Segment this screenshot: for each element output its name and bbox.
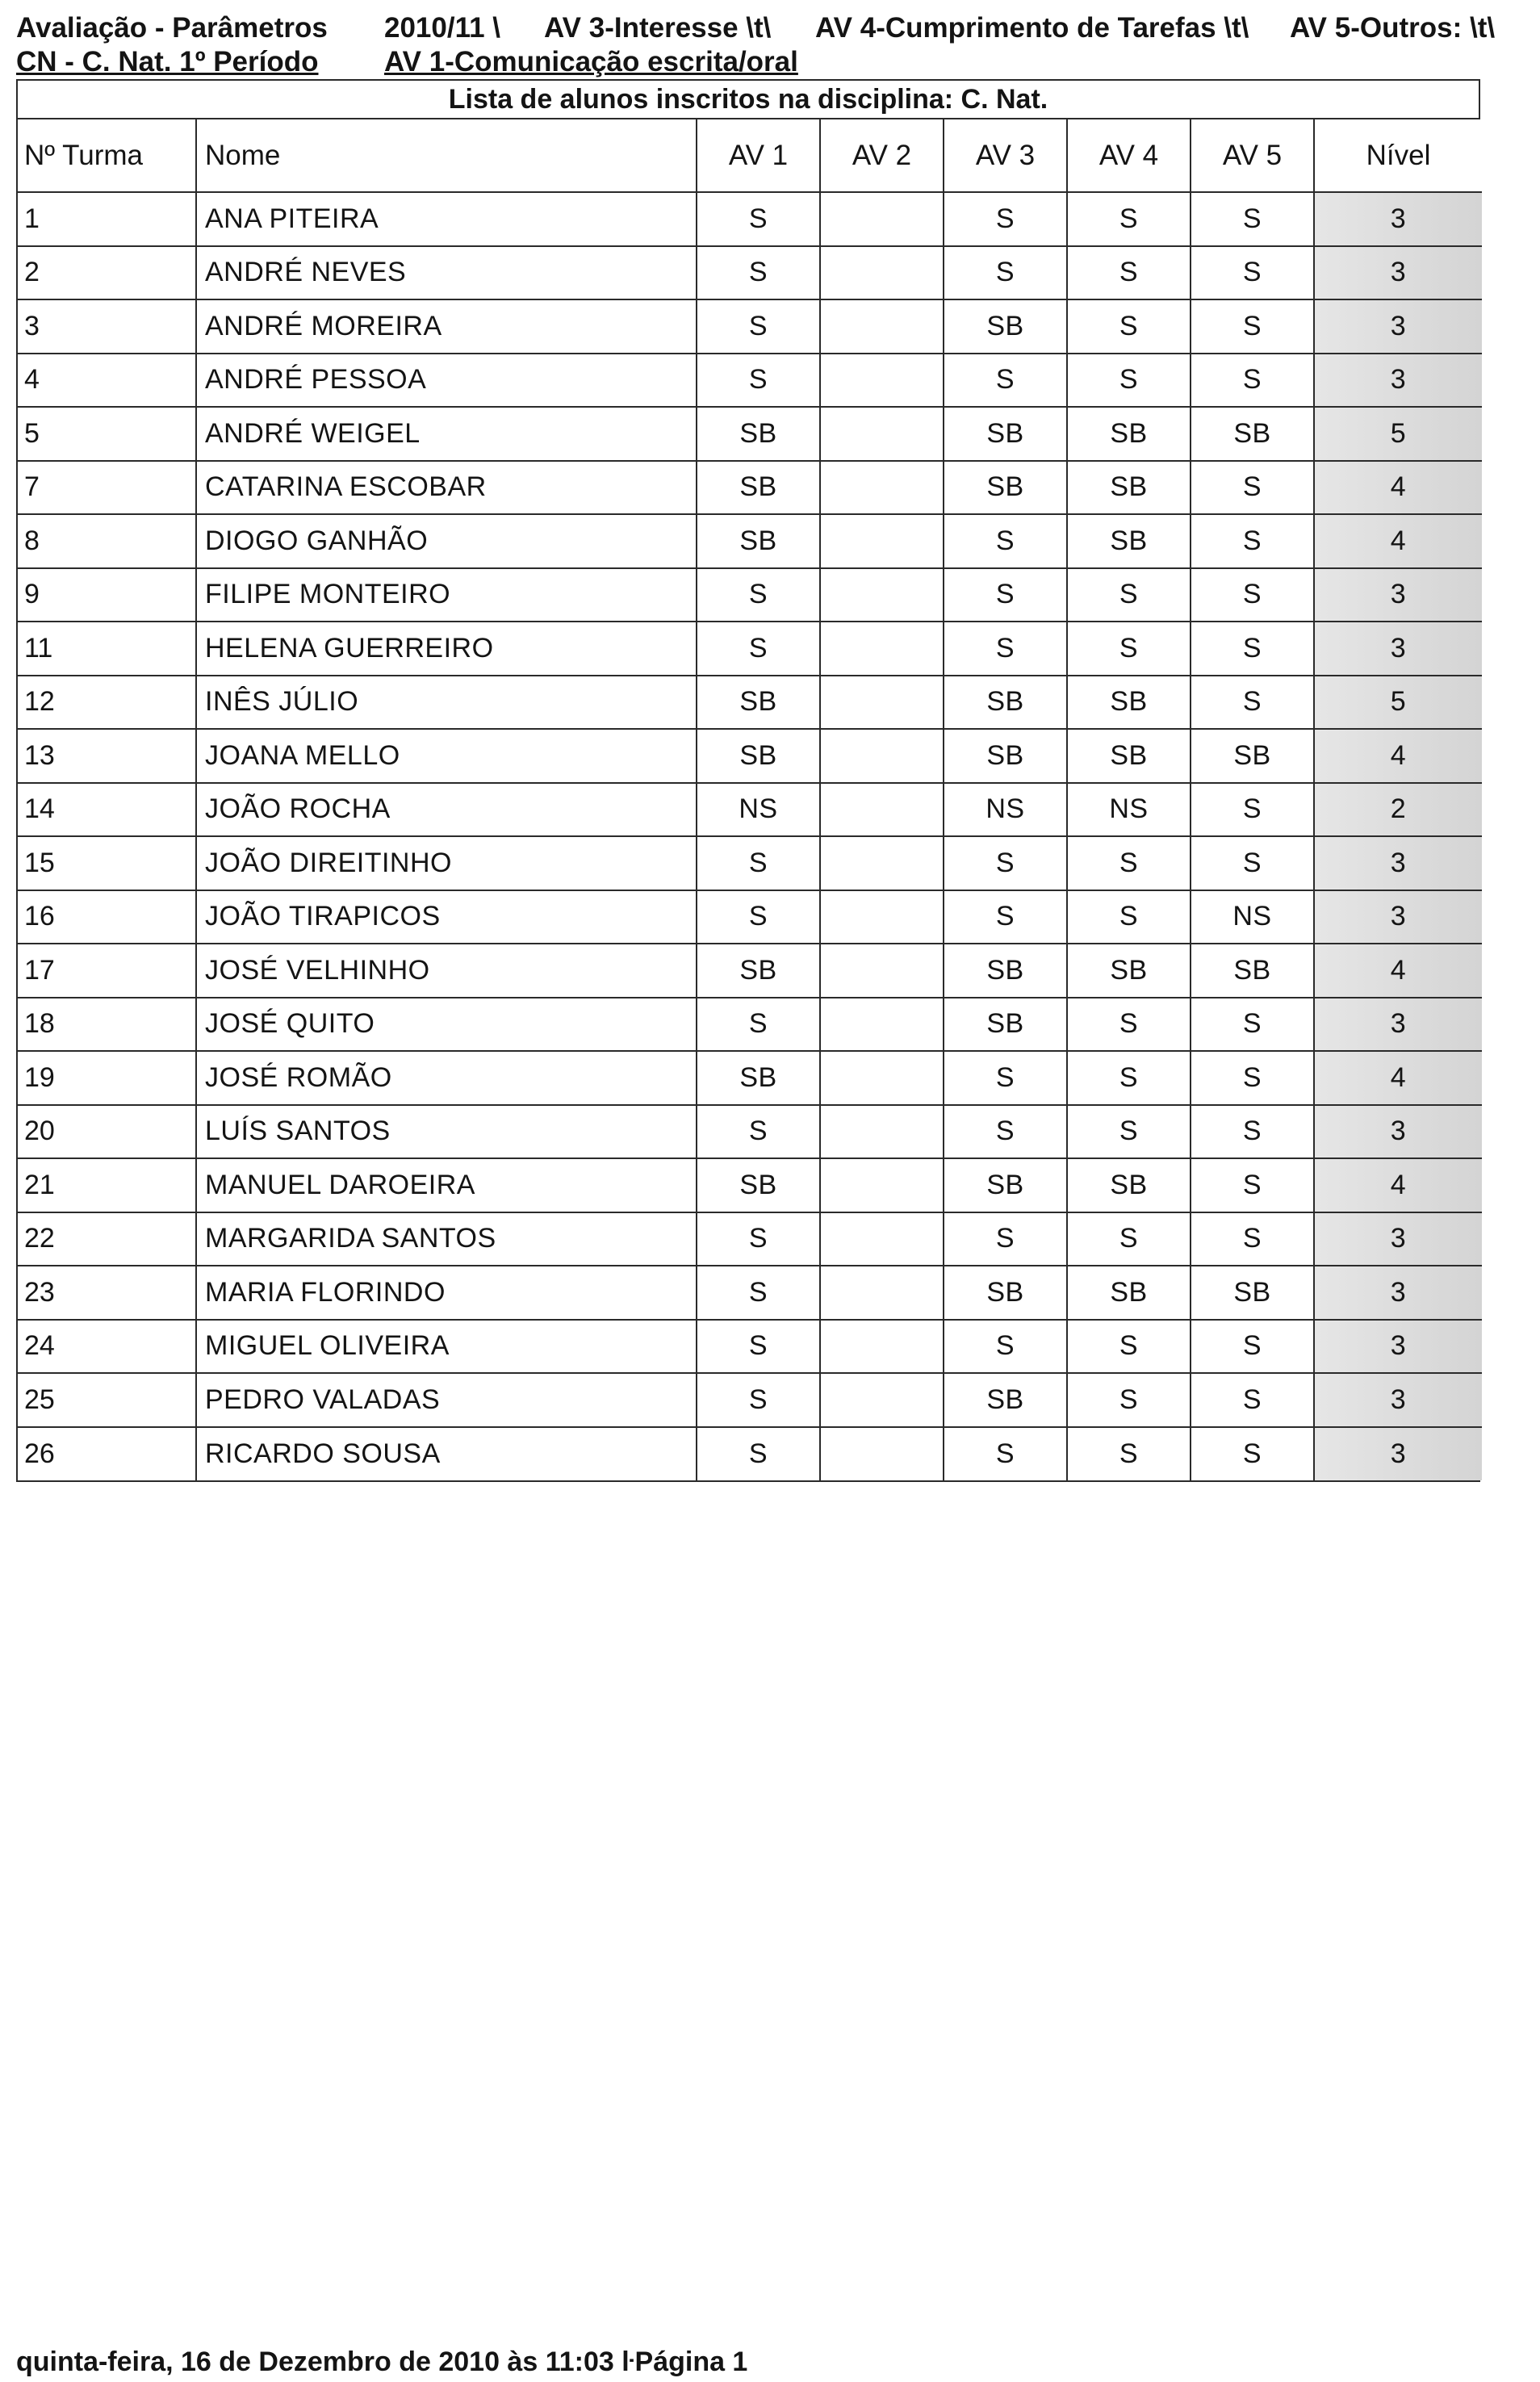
cell-turma: 14 [18,783,196,837]
col-header-av2: AV 2 [820,119,944,192]
legend-av4: AV 4-Cumprimento de Tarefas \t\ [815,12,1249,44]
cell-av3: SB [944,676,1067,730]
course-period: CN - C. Nat. 1º Período [16,46,319,77]
cell-turma: 13 [18,729,196,783]
cell-av5: S [1191,246,1314,300]
cell-turma: 11 [18,622,196,676]
cell-av4: S [1067,192,1191,246]
table-row [18,1427,1482,1481]
cell-av2 [820,1158,944,1212]
cell-nome: LUÍS SANTOS [196,1105,697,1159]
cell-av1: S [697,890,820,944]
cell-av4: S [1067,1051,1191,1105]
cell-av5: S [1191,1373,1314,1427]
cell-nivel: 5 [1314,407,1482,461]
cell-turma: 12 [18,676,196,730]
cell-av3: S [944,1212,1067,1266]
cell-av5: S [1191,1105,1314,1159]
table-row [18,1373,1482,1427]
cell-av2 [820,299,944,354]
cell-nivel: 3 [1314,568,1482,622]
cell-av3: SB [944,461,1067,515]
cell-turma: 23 [18,1266,196,1320]
cell-av1: S [697,246,820,300]
cell-turma: 15 [18,836,196,890]
cell-av3: S [944,568,1067,622]
cell-av1: SB [697,514,820,568]
cell-av5: S [1191,1212,1314,1266]
cell-av5: S [1191,354,1314,408]
cell-av4: S [1067,836,1191,890]
cell-av1: SB [697,944,820,998]
cell-av1: S [697,622,820,676]
cell-nome: JOÃO ROCHA [196,783,697,837]
cell-av4: NS [1067,783,1191,837]
cell-av4: S [1067,1320,1191,1374]
cell-nome: JOSÉ VELHINHO [196,944,697,998]
table-row [18,1105,1482,1159]
cell-nivel: 2 [1314,783,1482,837]
cell-nivel: 4 [1314,461,1482,515]
cell-av5: S [1191,998,1314,1052]
cell-nivel: 3 [1314,622,1482,676]
cell-nivel: 3 [1314,836,1482,890]
cell-av5: SB [1191,1266,1314,1320]
cell-av2 [820,676,944,730]
cell-nome: FILIPE MONTEIRO [196,568,697,622]
table-row [18,998,1482,1052]
cell-turma: 19 [18,1051,196,1105]
cell-av5: SB [1191,944,1314,998]
table-row [18,1051,1482,1105]
cell-turma: 17 [18,944,196,998]
page-footer: quinta-feira, 16 de Dezembro de 2010 às 11:03 ŀPágina 1 [16,2346,748,2377]
cell-av1: S [697,568,820,622]
table-caption: Lista de alunos inscritos na disciplina: C. Nat. [18,81,1479,119]
cell-turma: 4 [18,354,196,408]
cell-av3: NS [944,783,1067,837]
cell-av4: S [1067,890,1191,944]
cell-av2 [820,1212,944,1266]
cell-turma: 18 [18,998,196,1052]
table-row [18,246,1482,300]
col-header-av3: AV 3 [944,119,1067,192]
cell-nivel: 3 [1314,192,1482,246]
cell-av3: SB [944,1373,1067,1427]
cell-av2 [820,354,944,408]
cell-av4: S [1067,299,1191,354]
cell-turma: 21 [18,1158,196,1212]
cell-av2 [820,622,944,676]
cell-av1: S [697,1105,820,1159]
cell-av1: S [697,998,820,1052]
cell-nome: ANDRÉ WEIGEL [196,407,697,461]
cell-nivel: 5 [1314,676,1482,730]
cell-turma: 3 [18,299,196,354]
cell-turma: 26 [18,1427,196,1481]
cell-nome: INÊS JÚLIO [196,676,697,730]
cell-av2 [820,192,944,246]
cell-av4: SB [1067,1266,1191,1320]
cell-nome: JOSÉ ROMÃO [196,1051,697,1105]
cell-nivel: 3 [1314,1105,1482,1159]
cell-av5: S [1191,1158,1314,1212]
cell-av2 [820,729,944,783]
cell-av5: SB [1191,729,1314,783]
table-row [18,890,1482,944]
cell-turma: 9 [18,568,196,622]
cell-av2 [820,890,944,944]
cell-av5: S [1191,676,1314,730]
cell-nome: RICARDO SOUSA [196,1427,697,1481]
col-header-av5: AV 5 [1191,119,1314,192]
legend-av3: AV 3-Interesse \t\ [544,12,772,44]
cell-nome: ANDRÉ PESSOA [196,354,697,408]
cell-av3: SB [944,729,1067,783]
cell-av1: S [697,299,820,354]
cell-nivel: 4 [1314,514,1482,568]
cell-nome: MARGARIDA SANTOS [196,1212,697,1266]
table-row [18,514,1482,568]
cell-turma: 2 [18,246,196,300]
cell-av5: S [1191,568,1314,622]
cell-av5: S [1191,192,1314,246]
table-row [18,1158,1482,1212]
report-title: Avaliação - Parâmetros [16,12,328,44]
cell-turma: 1 [18,192,196,246]
cell-av2 [820,1266,944,1320]
cell-nivel: 3 [1314,1266,1482,1320]
cell-av2 [820,461,944,515]
table-row [18,192,1482,246]
cell-av4: SB [1067,514,1191,568]
cell-nivel: 3 [1314,299,1482,354]
cell-av1: S [697,1373,820,1427]
table-row [18,944,1482,998]
cell-av3: SB [944,998,1067,1052]
cell-av1: SB [697,1158,820,1212]
cell-av4: SB [1067,461,1191,515]
cell-av1: SB [697,407,820,461]
cell-av4: SB [1067,729,1191,783]
cell-av4: S [1067,354,1191,408]
cell-av5: S [1191,514,1314,568]
cell-av4: SB [1067,676,1191,730]
table-row [18,354,1482,408]
cell-turma: 7 [18,461,196,515]
cell-nome: ANA PITEIRA [196,192,697,246]
table-row [18,1212,1482,1266]
cell-av1: NS [697,783,820,837]
cell-av3: S [944,836,1067,890]
cell-nome: JOANA MELLO [196,729,697,783]
cell-av3: S [944,622,1067,676]
cell-av3: S [944,192,1067,246]
cell-nivel: 3 [1314,1212,1482,1266]
table-row [18,568,1482,622]
cell-av3: S [944,1427,1067,1481]
cell-av5: S [1191,622,1314,676]
cell-av4: SB [1067,944,1191,998]
cell-turma: 24 [18,1320,196,1374]
cell-nivel: 3 [1314,354,1482,408]
cell-av3: S [944,246,1067,300]
grades-table [18,119,1482,1480]
legend-av5: AV 5-Outros: \t\ [1290,12,1496,44]
table-row [18,729,1482,783]
cell-nome: DIOGO GANHÃO [196,514,697,568]
col-header-nome: Nome [196,119,697,192]
cell-av1: S [697,1212,820,1266]
cell-nivel: 4 [1314,1158,1482,1212]
cell-av5: SB [1191,407,1314,461]
cell-av4: S [1067,1212,1191,1266]
cell-av5: S [1191,836,1314,890]
cell-turma: 20 [18,1105,196,1159]
cell-av2 [820,836,944,890]
col-header-turma: Nº Turma [18,119,196,192]
cell-turma: 8 [18,514,196,568]
cell-av1: SB [697,1051,820,1105]
cell-av1: S [697,1427,820,1481]
cell-av3: SB [944,944,1067,998]
cell-av2 [820,407,944,461]
cell-av4: S [1067,1373,1191,1427]
cell-av4: S [1067,1105,1191,1159]
cell-turma: 22 [18,1212,196,1266]
cell-av1: S [697,1266,820,1320]
cell-av4: SB [1067,407,1191,461]
cell-av2 [820,246,944,300]
cell-nivel: 3 [1314,890,1482,944]
cell-nivel: 3 [1314,1427,1482,1481]
cell-av3: S [944,890,1067,944]
cell-turma: 25 [18,1373,196,1427]
cell-av3: SB [944,1158,1067,1212]
cell-av3: SB [944,1266,1067,1320]
cell-av5: S [1191,1320,1314,1374]
cell-nivel: 3 [1314,1320,1482,1374]
table-row [18,676,1482,730]
cell-av2 [820,998,944,1052]
cell-av3: S [944,354,1067,408]
cell-av2 [820,514,944,568]
cell-av3: SB [944,299,1067,354]
cell-av1: SB [697,461,820,515]
cell-av5: S [1191,1051,1314,1105]
cell-av1: S [697,192,820,246]
cell-av5: NS [1191,890,1314,944]
table-row [18,622,1482,676]
table-row [18,783,1482,837]
school-year: 2010/11 \ [384,12,501,44]
cell-av2 [820,1051,944,1105]
cell-av1: S [697,354,820,408]
cell-nivel: 4 [1314,944,1482,998]
cell-av4: S [1067,246,1191,300]
cell-av1: SB [697,729,820,783]
cell-av5: S [1191,299,1314,354]
cell-av4: S [1067,1427,1191,1481]
table-row [18,461,1482,515]
table-row [18,299,1482,354]
table-row [18,836,1482,890]
cell-turma: 16 [18,890,196,944]
cell-nome: MARIA FLORINDO [196,1266,697,1320]
table-row [18,407,1482,461]
cell-nome: PEDRO VALADAS [196,1373,697,1427]
student-list [16,79,1480,1482]
legend-av1: AV 1-Comunicação escrita/oral [384,46,798,77]
header-row [18,119,1482,192]
cell-av1: S [697,836,820,890]
cell-av2 [820,944,944,998]
cell-av5: S [1191,783,1314,837]
cell-nivel: 3 [1314,246,1482,300]
cell-av4: S [1067,568,1191,622]
cell-nivel: 3 [1314,1373,1482,1427]
cell-nome: JOSÉ QUITO [196,998,697,1052]
cell-av2 [820,568,944,622]
cell-av3: SB [944,407,1067,461]
cell-av1: SB [697,676,820,730]
cell-av2 [820,783,944,837]
cell-av4: S [1067,998,1191,1052]
cell-nome: MANUEL DAROEIRA [196,1158,697,1212]
col-header-nivel: Nível [1314,119,1482,192]
cell-av4: SB [1067,1158,1191,1212]
cell-av5: S [1191,461,1314,515]
table-row [18,1320,1482,1374]
cell-av2 [820,1373,944,1427]
cell-nome: HELENA GUERREIRO [196,622,697,676]
cell-nome: MIGUEL OLIVEIRA [196,1320,697,1374]
cell-av3: S [944,1105,1067,1159]
col-header-av4: AV 4 [1067,119,1191,192]
cell-nome: ANDRÉ NEVES [196,246,697,300]
cell-nome: ANDRÉ MOREIRA [196,299,697,354]
cell-nivel: 3 [1314,998,1482,1052]
cell-av2 [820,1427,944,1481]
cell-av3: S [944,1320,1067,1374]
cell-nivel: 4 [1314,729,1482,783]
cell-nome: CATARINA ESCOBAR [196,461,697,515]
cell-nivel: 4 [1314,1051,1482,1105]
cell-nome: JOÃO DIREITINHO [196,836,697,890]
table-row [18,1266,1482,1320]
cell-av1: S [697,1320,820,1374]
cell-av4: S [1067,622,1191,676]
col-header-av1: AV 1 [697,119,820,192]
cell-av2 [820,1320,944,1374]
cell-turma: 5 [18,407,196,461]
cell-av3: S [944,514,1067,568]
cell-nome: JOÃO TIRAPICOS [196,890,697,944]
cell-av5: S [1191,1427,1314,1481]
cell-av3: S [944,1051,1067,1105]
cell-av2 [820,1105,944,1159]
